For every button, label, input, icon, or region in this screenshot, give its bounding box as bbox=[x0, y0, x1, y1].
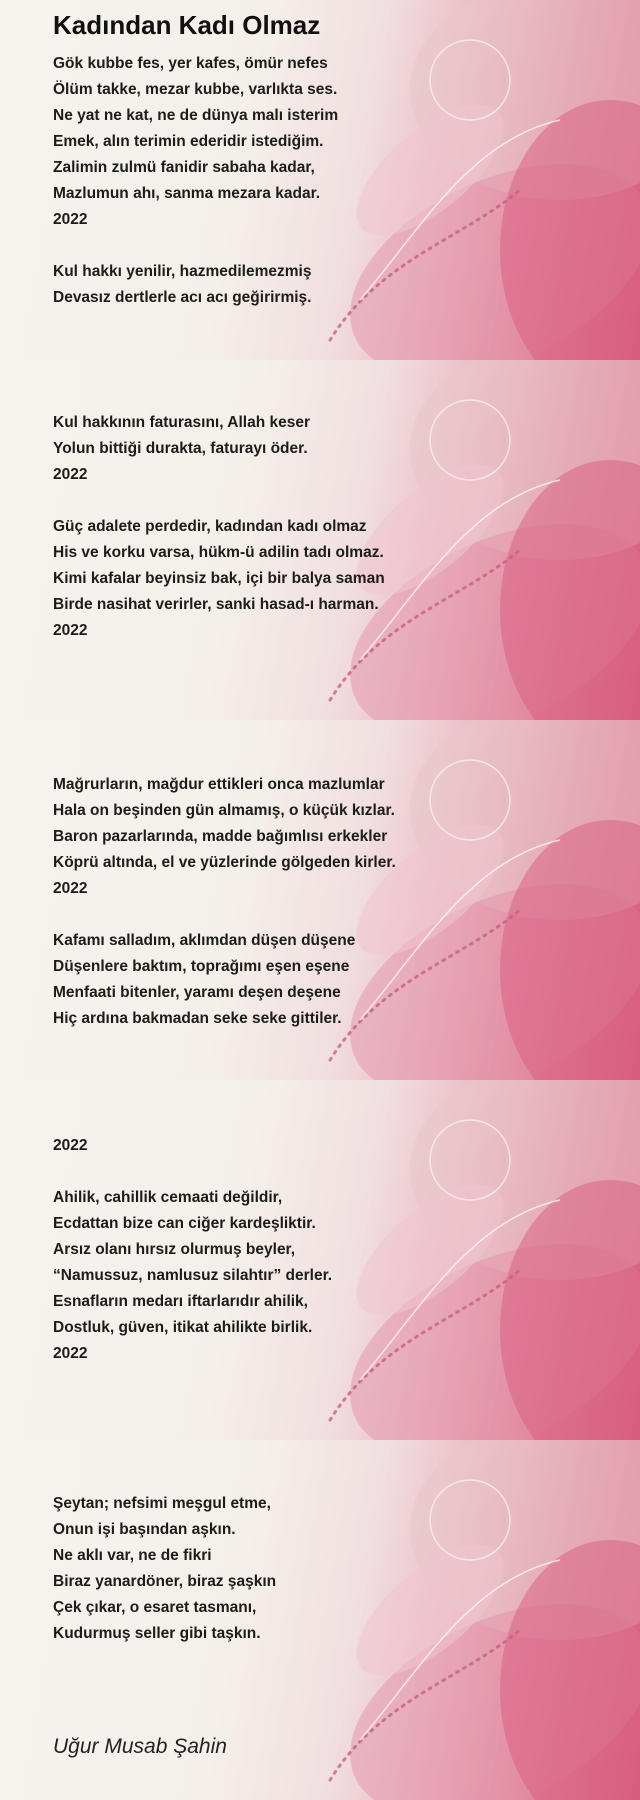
poem-line: Hiç ardına bakmadan seke seke gittiler. bbox=[53, 1010, 342, 1027]
poem-line: Ecdattan bize can ciğer kardeşliktir. bbox=[53, 1215, 316, 1232]
poem-line: Yolun bittiği durakta, faturayı öder. bbox=[53, 440, 308, 457]
poem-year: 2022 bbox=[53, 622, 88, 639]
poem-line: Düşenlere baktım, toprağımı eşen eşene bbox=[53, 958, 350, 975]
poem-page-4 bbox=[0, 1080, 640, 1440]
poem-line: Baron pazarlarında, madde bağımlısı erkekler bbox=[53, 828, 388, 845]
poem-line: Kudurmuş seller gibi taşkın. bbox=[53, 1625, 261, 1642]
poem-line: Devasız dertlerle acı acı geğirirmiş. bbox=[53, 289, 312, 306]
poem-year: 2022 bbox=[53, 1137, 88, 1154]
poem-line: Mağrurların, mağdur ettikleri onca mazlumlar bbox=[53, 776, 385, 793]
poem-line: Kimi kafalar beyinsiz bak, içi bir balya saman bbox=[53, 570, 385, 587]
stanza-break bbox=[53, 1159, 332, 1185]
poem-line: Ne aklı var, ne de fikri bbox=[53, 1547, 212, 1564]
poem-year: 2022 bbox=[53, 1345, 88, 1362]
poem-line: Mazlumun ahı, sanma mezara kadar. bbox=[53, 185, 321, 202]
poem-page-1 bbox=[0, 0, 640, 360]
poem-title: Kadından Kadı Olmaz bbox=[53, 10, 321, 40]
poem-line: Şeytan; nefsimi meşgul etme, bbox=[53, 1495, 271, 1512]
poem-line: Onun işi başından aşkın. bbox=[53, 1521, 236, 1538]
poem-line: Emek, alın terimin ederidir istediğim. bbox=[53, 133, 324, 150]
poem-line: Köprü altında, el ve yüzlerinde gölgeden kirler. bbox=[53, 854, 396, 871]
poem-line: Zalimin zulmü fanidir sabaha kadar, bbox=[53, 159, 315, 176]
poem-line: Ahilik, cahillik cemaati değildir, bbox=[53, 1189, 283, 1206]
poem-line: Gök kubbe fes, yer kafes, ömür nefes bbox=[53, 55, 328, 72]
poem-line: Kafamı salladım, aklımdan düşen düşene bbox=[53, 932, 356, 949]
poem-page-2 bbox=[0, 360, 640, 720]
poem-text-block bbox=[53, 1491, 276, 1647]
poem-text-block bbox=[53, 51, 338, 311]
poem-line: Ne yat ne kat, ne de dünya malı isterim bbox=[53, 107, 339, 124]
poem-year: 2022 bbox=[53, 880, 88, 897]
poem-line: Güç adalete perdedir, kadından kadı olmaz bbox=[53, 518, 367, 535]
stanza-break bbox=[53, 233, 338, 259]
poem-line: His ve korku varsa, hükm-ü adilin tadı olmaz. bbox=[53, 544, 384, 561]
poem-line: Hala on beşinden gün almamış, o küçük kızlar. bbox=[53, 802, 395, 819]
poem-line: Birde nasihat verirler, sanki hasad-ı harman. bbox=[53, 596, 379, 613]
poem-line: Dostluk, güven, itikat ahilikte birlik. bbox=[53, 1319, 313, 1336]
poem-line: Çek çıkar, o esaret tasmanı, bbox=[53, 1599, 257, 1616]
poem-line: Kul hakkı yenilir, hazmedilemezmiş bbox=[53, 263, 312, 280]
poem-text-block bbox=[53, 1133, 332, 1367]
poem-line: Arsız olanı hırsız olurmuş beyler, bbox=[53, 1241, 296, 1258]
poem-page-3 bbox=[0, 720, 640, 1080]
poem-author: Uğur Musab Şahin bbox=[53, 1735, 227, 1758]
poem-line: Kul hakkının faturasını, Allah keser bbox=[53, 414, 310, 431]
poem-text-block bbox=[53, 772, 396, 1032]
poem-line: “Namussuz, namlusuz silahtır” derler. bbox=[53, 1267, 333, 1284]
poem-line: Menfaati bitenler, yaramı deşen deşene bbox=[53, 984, 341, 1001]
poem-text-block bbox=[53, 410, 385, 644]
poem-line: Ölüm takke, mezar kubbe, varlıkta ses. bbox=[53, 81, 338, 98]
stanza-break bbox=[53, 488, 385, 514]
poem-line: Esnafların medarı iftarlarıdır ahilik, bbox=[53, 1293, 308, 1310]
poem-year: 2022 bbox=[53, 211, 88, 228]
stanza-break bbox=[53, 902, 396, 928]
poem-line: Biraz yanardöner, biraz şaşkın bbox=[53, 1573, 277, 1590]
poem-year: 2022 bbox=[53, 466, 88, 483]
